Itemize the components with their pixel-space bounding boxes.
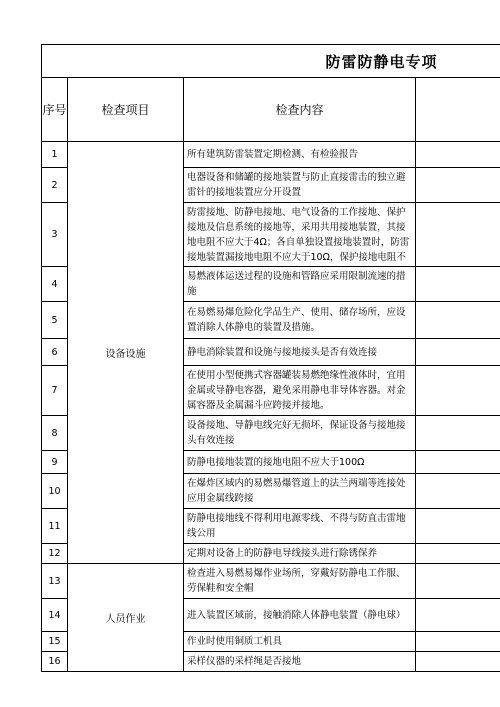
row-content: 易燃液体运送过程的设施和管路应采用限制流速的措施 bbox=[184, 267, 416, 302]
table-title: 防雷防静电专项 bbox=[42, 45, 500, 78]
header-no: 序号 bbox=[42, 78, 68, 142]
row-extra bbox=[416, 416, 500, 451]
title-row bbox=[42, 45, 500, 78]
row-extra bbox=[416, 267, 500, 302]
category-personnel: 人员作业 bbox=[68, 564, 184, 672]
row-content: 防静电接地装置的接地电阻不应大于100Ω bbox=[184, 451, 416, 474]
row-number: 12 bbox=[42, 544, 68, 564]
row-content: 采样仪器的采样绳是否接地 bbox=[184, 652, 416, 672]
row-number: 6 bbox=[42, 339, 68, 366]
row-extra bbox=[416, 599, 500, 632]
row-extra bbox=[416, 451, 500, 474]
row-content-text: 防雷接地、防静电接地、电气设备的工作接地、保护接地及信息系统的接地等，采用共用接地装置，其接地电阻不应大于4Ω；各自单独设置接地装置时，防雷接地装置漏接地电阻不应大于10Ω，保护接地电阻不 bbox=[187, 207, 410, 263]
row-extra bbox=[416, 474, 500, 509]
row-extra bbox=[416, 302, 500, 339]
row-content: 在使用小型便携式容器罐装易燃绝缘性液体时，宜用金属或导静电容器，避免采用静电非导体容器。对金属容器及金属漏斗应跨接并接地。 bbox=[184, 366, 416, 416]
row-extra bbox=[416, 632, 500, 652]
row-extra bbox=[416, 168, 500, 203]
row-content: 检查进入易燃易爆作业场所，穿戴好防静电工作服、劳保鞋和安全帽 bbox=[184, 564, 416, 599]
table-row bbox=[42, 564, 500, 599]
row-content: 进入装置区域前，接触消除人体静电装置（静电球） bbox=[184, 599, 416, 632]
row-content: 防静电接地线不得利用电源零线、不得与防直击雷地线公用 bbox=[184, 509, 416, 544]
row-extra bbox=[416, 142, 500, 168]
row-content: 在易燃易爆危险化学品生产、使用、储存场所，应设置消除人体静电的装置及措施。 bbox=[184, 302, 416, 339]
row-number: 11 bbox=[42, 509, 68, 544]
row-extra bbox=[416, 652, 500, 672]
row-content: 作业时使用铜质工机具 bbox=[184, 632, 416, 652]
row-number: 4 bbox=[42, 267, 68, 302]
row-number: 8 bbox=[42, 416, 68, 451]
row-content: 定期对设备上的防静电导线接头进行除锈保养 bbox=[184, 544, 416, 564]
header-row bbox=[42, 78, 500, 142]
row-number: 16 bbox=[42, 652, 68, 672]
row-extra bbox=[416, 339, 500, 366]
header-extra bbox=[416, 78, 500, 142]
row-number: 10 bbox=[42, 474, 68, 509]
row-number: 15 bbox=[42, 632, 68, 652]
row-content: 静电消除装置和设施与接地接头是否有效连接 bbox=[184, 339, 416, 366]
row-number: 9 bbox=[42, 451, 68, 474]
row-content: 所有建筑防雷装置定期检测、有检验报告 bbox=[184, 142, 416, 168]
row-extra bbox=[416, 366, 500, 416]
row-extra bbox=[416, 564, 500, 599]
row-extra bbox=[416, 509, 500, 544]
row-number: 7 bbox=[42, 366, 68, 416]
row-number: 1 bbox=[42, 142, 68, 168]
inspection-table bbox=[41, 44, 500, 672]
header-item: 检查项目 bbox=[68, 78, 184, 142]
row-number: 14 bbox=[42, 599, 68, 632]
row-content bbox=[184, 203, 416, 267]
row-extra bbox=[416, 203, 500, 267]
row-number: 5 bbox=[42, 302, 68, 339]
row-content: 电器设备和储罐的接地装置与防止直接雷击的独立避雷针的接地装置应分开设置 bbox=[184, 168, 416, 203]
row-extra bbox=[416, 544, 500, 564]
row-number: 13 bbox=[42, 564, 68, 599]
table-row bbox=[42, 142, 500, 168]
row-number: 2 bbox=[42, 168, 68, 203]
row-content: 在爆炸区域内的易燃易爆管道上的法兰两端等连接处应用金属线跨接 bbox=[184, 474, 416, 509]
row-number: 3 bbox=[42, 203, 68, 267]
header-content: 检查内容 bbox=[184, 78, 416, 142]
row-content: 设备接地、导静电线完好无损坏，保证设备与接地接头有效连接 bbox=[184, 416, 416, 451]
category-equipment: 设备设施 bbox=[68, 142, 184, 564]
